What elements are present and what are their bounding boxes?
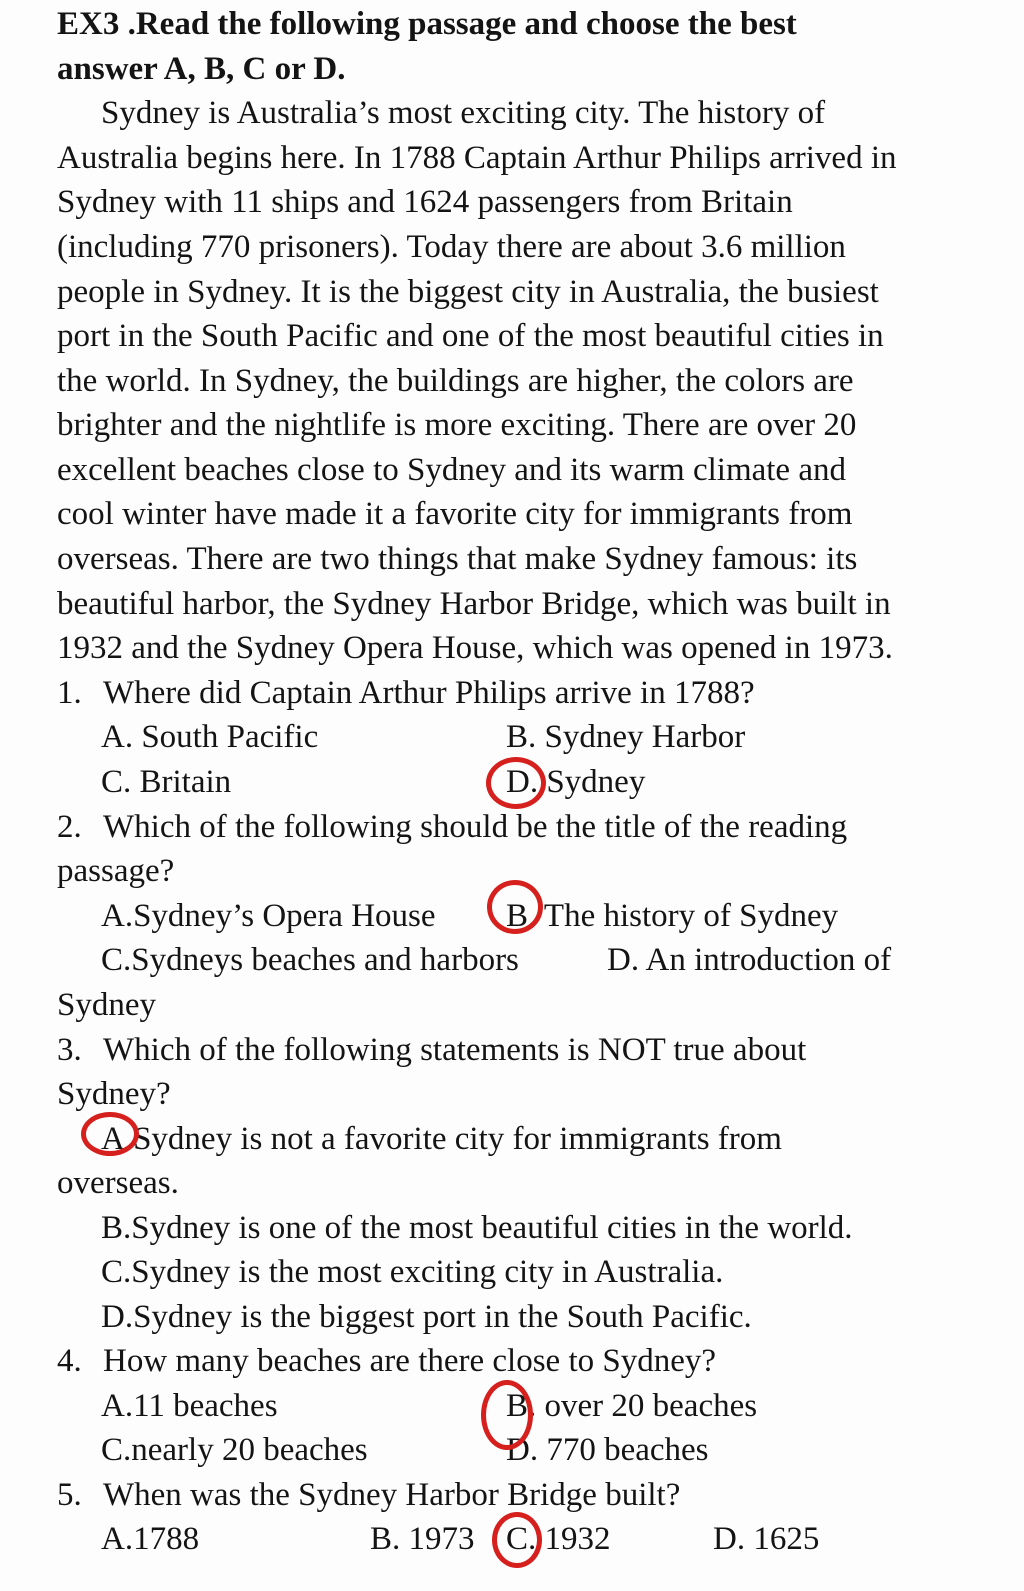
option-b[interactable]: B. 1973 (370, 1521, 475, 1557)
passage-line: (including 770 prisoners). Today there are about 3.6 million (57, 229, 846, 265)
question-stem: Which of the following statements is NOT true about (103, 1032, 807, 1068)
passage-line: overseas. There are two things that make Sydney famous: its (57, 541, 858, 577)
passage-line: beautiful harbor, the Sydney Harbor Bridge, which was built in (57, 586, 891, 622)
exercise-title-line1: EX3 .Read the following passage and choose the best (57, 6, 797, 42)
option-c[interactable]: C. 1932 (506, 1521, 611, 1557)
question-stem: How many beaches are there close to Sydney? (103, 1343, 717, 1379)
option-d[interactable]: D. 770 beaches (506, 1432, 709, 1468)
option-b[interactable]: B. over 20 beaches (506, 1388, 758, 1424)
option-c[interactable]: C.Sydneys beaches and harbors (101, 942, 519, 978)
option-b[interactable]: B. Sydney Harbor (506, 719, 746, 755)
question-number: 2. (57, 809, 82, 845)
question-number: 5. (57, 1477, 82, 1513)
option-d-continued: Sydney (57, 987, 156, 1023)
question-number: 1. (57, 675, 82, 711)
option-d[interactable]: D. 1625 (713, 1521, 820, 1557)
question-stem: Which of the following should be the title of the reading (103, 809, 848, 845)
exercise-title-line2: answer A, B, C or D. (57, 51, 346, 87)
passage-line: port in the South Pacific and one of the most beautiful cities in (57, 318, 884, 354)
passage-line: excellent beaches close to Sydney and its warm climate and (57, 452, 846, 488)
option-a[interactable]: A.Sydney’s Opera House (101, 898, 436, 934)
option-d[interactable]: D. An introduction of (607, 942, 892, 978)
question-text (57, 805, 847, 849)
option-d[interactable]: D. Sydney (506, 764, 646, 800)
option-a-continued: overseas. (57, 1165, 179, 1201)
question-text (57, 1339, 716, 1383)
option-a[interactable]: A.Sydney is not a favorite city for immigrants from (101, 1121, 782, 1157)
option-c[interactable]: C.nearly 20 beaches (101, 1432, 368, 1468)
passage-line: Australia begins here. In 1788 Captain Arthur Philips arrived in (57, 140, 897, 176)
option-b[interactable]: B.Sydney is one of the most beautiful cities in the world. (101, 1210, 853, 1246)
option-c[interactable]: C. Britain (101, 764, 232, 800)
question-text (57, 1473, 680, 1517)
question-text (57, 671, 755, 715)
passage-line: Sydney with 11 ships and 1624 passengers from Britain (57, 184, 793, 220)
passage-line: people in Sydney. It is the biggest city in Australia, the busiest (57, 274, 879, 310)
question-stem: When was the Sydney Harbor Bridge built? (103, 1477, 681, 1513)
question-stem: Where did Captain Arthur Philips arrive in 1788? (103, 675, 755, 711)
question-number: 4. (57, 1343, 82, 1379)
passage-line: the world. In Sydney, the buildings are higher, the colors are (57, 363, 854, 399)
option-a[interactable]: A.1788 (101, 1521, 200, 1557)
option-b[interactable]: B. The history of Sydney (506, 898, 839, 934)
question-number: 3. (57, 1032, 82, 1068)
question-text-continued: passage? (57, 853, 175, 889)
passage-line: Sydney is Australia’s most exciting city. The history of (101, 95, 826, 131)
option-a[interactable]: A. South Pacific (101, 719, 319, 755)
option-d[interactable]: D.Sydney is the biggest port in the South Pacific. (101, 1299, 752, 1335)
option-a[interactable]: A.11 beaches (101, 1388, 278, 1424)
option-c[interactable]: C.Sydney is the most exciting city in Australia. (101, 1254, 724, 1290)
passage-line: 1932 and the Sydney Opera House, which was opened in 1973. (57, 630, 893, 666)
passage-line: brighter and the nightlife is more exciting. There are over 20 (57, 407, 857, 443)
question-text-continued: Sydney? (57, 1076, 171, 1112)
question-text (57, 1028, 806, 1072)
passage-line: cool winter have made it a favorite city for immigrants from (57, 496, 853, 532)
